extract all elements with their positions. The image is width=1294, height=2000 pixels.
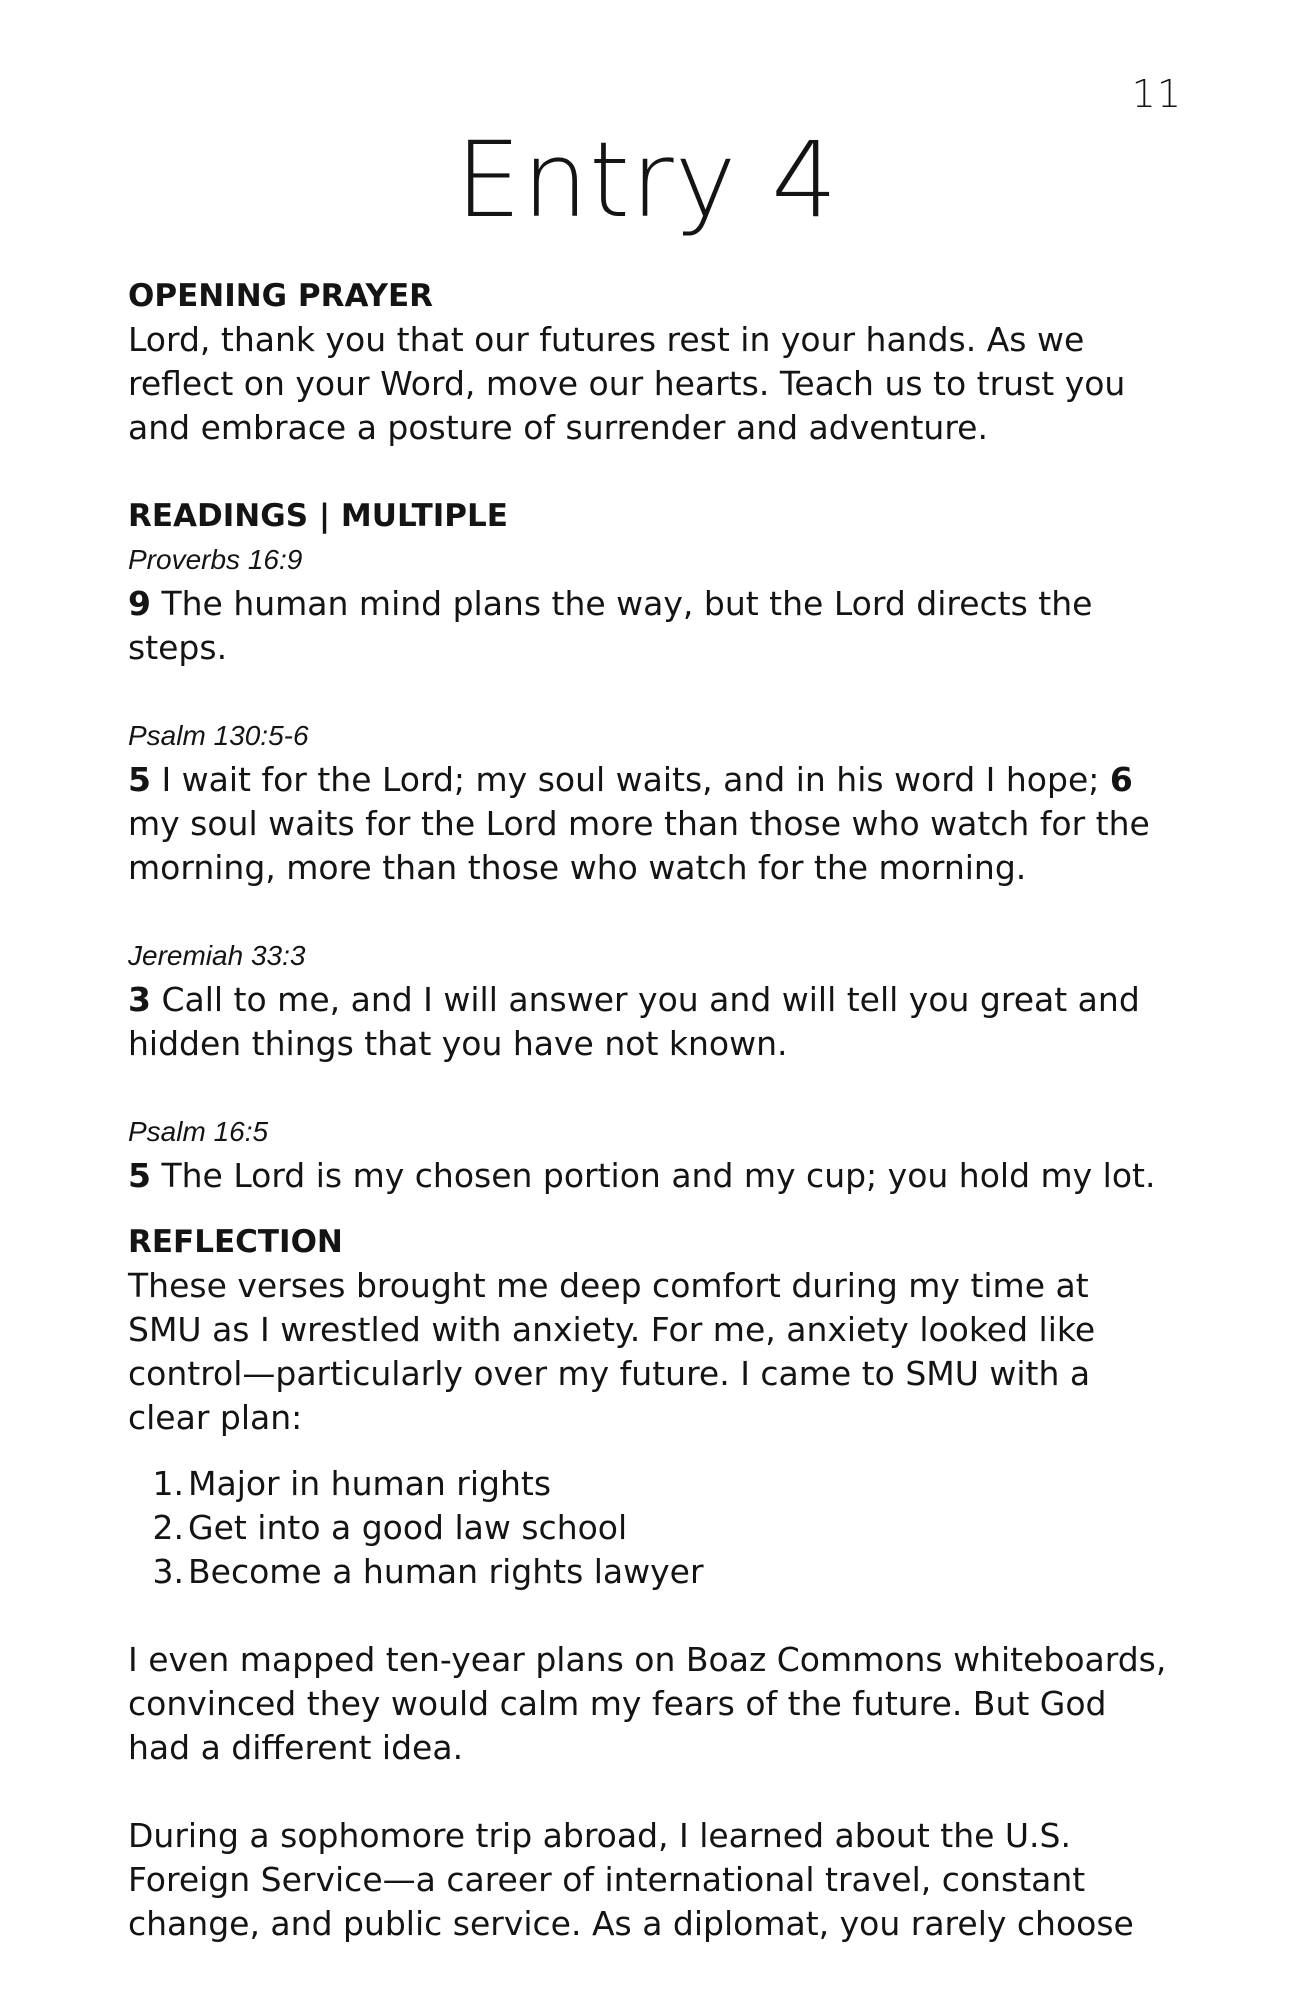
reflection-heading: REFLECTION [128, 1224, 343, 1260]
scripture-reference: Proverbs 16:9 [128, 544, 303, 575]
list-text: Become a human rights lawyer [188, 1552, 704, 1591]
verse-number: 6 [1109, 760, 1133, 799]
list-number: 1. [152, 1464, 184, 1503]
scripture-reference: Psalm 16:5 [128, 1116, 269, 1147]
entry-content [128, 274, 1168, 1946]
opening-prayer-heading: OPENING PRAYER [128, 278, 434, 314]
list-text: Get into a good law school [188, 1508, 628, 1547]
reflection-paragraph: During a sophomore trip abroad, I learned about the U.S. Foreign Service—a career of international travel, constant change, and public service. As a diplomat, you rarely choose [128, 1816, 1134, 1943]
verse-body: Call to me, and I will answer you and will tell you great and hidden things that you have not known. [128, 980, 1140, 1063]
reflection-section [128, 1220, 1168, 1946]
passage [128, 934, 1168, 1066]
opening-prayer-text: Lord, thank you that our futures rest in your hands. As we reflect on your Word, move our hearts. Teach us to trust you and embrace a posture of surrender and adventure. [128, 320, 1126, 447]
reflection-intro: These verses brought me deep comfort during my time at SMU as I wrestled with anxiety. For me, anxiety looked like control—particularly over my future. I came to SMU with a clear plan: [128, 1266, 1096, 1437]
plan-list [128, 1462, 1168, 1594]
scripture-reference: Psalm 130:5-6 [128, 720, 309, 751]
opening-prayer-section [128, 274, 1168, 450]
verse-number: 5 [128, 760, 151, 799]
list-item [128, 1550, 1168, 1594]
readings-heading: READINGS | MULTIPLE [128, 498, 508, 534]
verse-number: 5 [128, 1156, 151, 1195]
verse-body: The Lord is my chosen portion and my cup; you hold my lot. [150, 1156, 1156, 1195]
verse-text [128, 582, 1168, 670]
verse-text [128, 758, 1168, 890]
passage [128, 538, 1168, 670]
passage [128, 714, 1168, 890]
list-number: 3. [152, 1552, 184, 1591]
readings-section [128, 494, 1168, 1198]
passage [128, 1110, 1168, 1198]
verse-number: 9 [128, 584, 151, 623]
page-number: 11 [1131, 72, 1182, 116]
verse-number: 3 [128, 980, 151, 1019]
list-text: Major in human rights [188, 1464, 552, 1503]
verse-text [128, 1154, 1168, 1198]
list-number: 2. [152, 1508, 184, 1547]
list-item [128, 1506, 1168, 1550]
verse-body: The human mind plans the way, but the Lord directs the steps. [128, 584, 1093, 667]
verse-body: my soul waits for the Lord more than those who watch for the morning, more than those who watch for the morning. [128, 804, 1150, 887]
page-title: Entry 4 [455, 119, 839, 241]
verse-text [128, 978, 1168, 1066]
reflection-paragraph: I even mapped ten-year plans on Boaz Commons whiteboards, convinced they would calm my fears of the future. But God had a different idea. [128, 1640, 1167, 1767]
list-item [128, 1462, 1168, 1506]
verse-body: I wait for the Lord; my soul waits, and in his word I hope; [150, 760, 1110, 799]
scripture-reference: Jeremiah 33:3 [128, 940, 306, 971]
